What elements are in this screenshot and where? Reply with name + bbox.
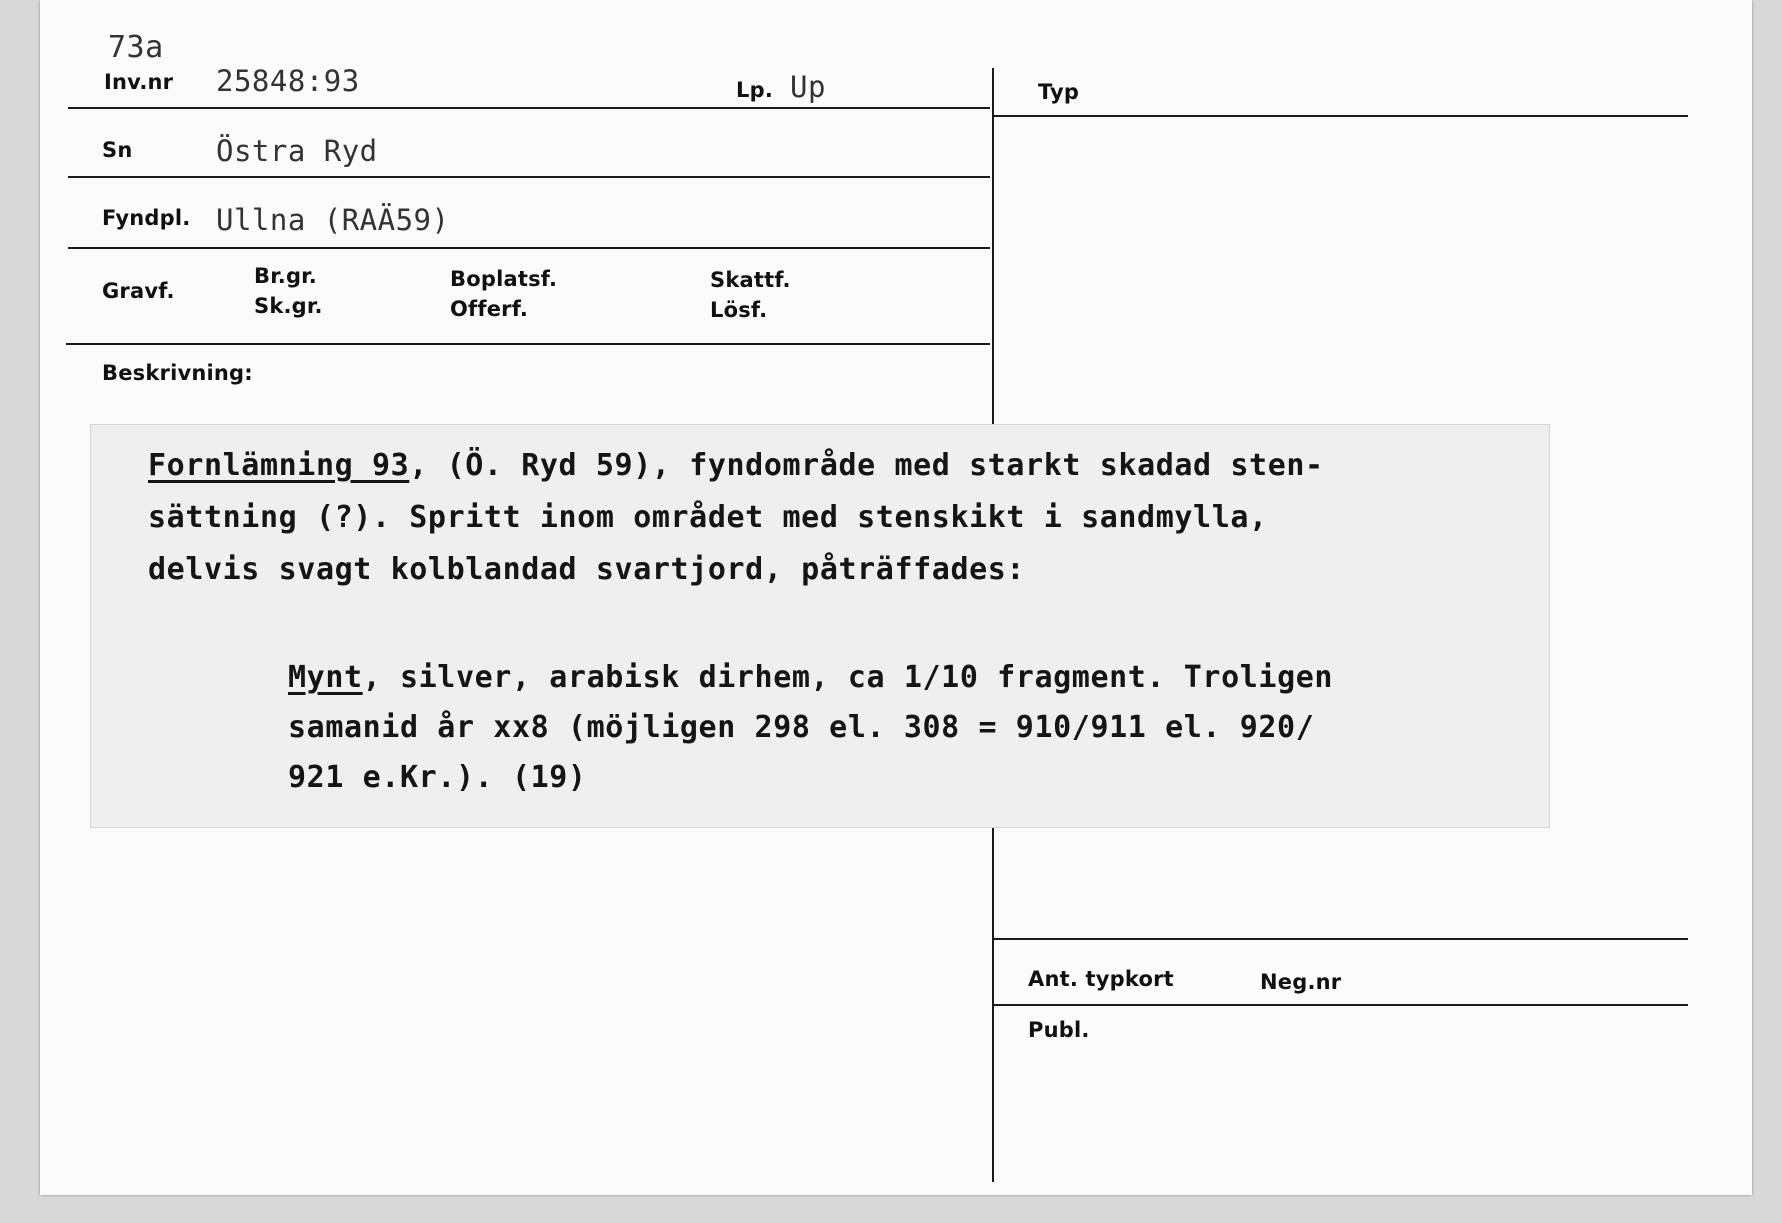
description-p2-line3: 921 e.Kr.). (19): [288, 760, 587, 795]
divider-ant-typkort-bottom: [992, 1004, 1688, 1006]
typ-label: Typ: [1038, 80, 1080, 104]
divider-inv: [68, 107, 990, 109]
fornlamning-heading: Fornlämning 93: [148, 448, 410, 483]
catalog-card: [40, 0, 1752, 1195]
divider-gravf: [66, 343, 990, 345]
card-number: 73a: [108, 30, 164, 65]
beskrivning-label: Beskrivning:: [102, 361, 253, 385]
mynt-heading: Mynt: [288, 660, 363, 695]
description-p1-line1: Fornlämning 93, (Ö. Ryd 59), fyndområde med starkt skadad sten-: [148, 448, 1324, 483]
ant-typkort-label: Ant. typkort: [1028, 967, 1174, 991]
neg-nr-label: Neg.nr: [1260, 970, 1342, 994]
gravf-losf: Lösf.: [710, 298, 768, 322]
fyndpl-label: Fyndpl.: [102, 206, 191, 230]
lp-value: Up: [790, 70, 826, 104]
description-p2-line1: Mynt, silver, arabisk dirhem, ca 1/10 fragment. Troligen: [288, 660, 1334, 695]
divider-typ: [992, 115, 1688, 117]
fyndpl-value: Ullna (RAÄ59): [216, 203, 450, 237]
description-p1-line2: sättning (?). Spritt inom området med stenskikt i sandmylla,: [148, 500, 1268, 535]
gravf-offerf: Offerf.: [450, 297, 529, 321]
sn-value: Östra Ryd: [216, 134, 378, 168]
gravf-label: Gravf.: [102, 279, 175, 303]
gravf-sk-gr: Sk.gr.: [254, 294, 323, 318]
lp-label: Lp.: [736, 78, 773, 102]
divider-ant-typkort-top: [992, 938, 1688, 940]
gravf-skattf: Skattf.: [710, 268, 791, 292]
inv-nr-value: 25848:93: [216, 64, 360, 98]
sn-label: Sn: [102, 138, 133, 162]
divider-fyndpl: [68, 247, 990, 249]
publ-label: Publ.: [1028, 1018, 1090, 1042]
divider-sn: [68, 176, 990, 178]
inv-nr-label: Inv.nr: [104, 70, 174, 94]
description-p2-line2: samanid år xx8 (möjligen 298 el. 308 = 910/911 el. 920/: [288, 710, 1315, 745]
gravf-br-gr: Br.gr.: [254, 264, 317, 288]
description-p1-line3: delvis svagt kolblandad svartjord, påträffades:: [148, 552, 1026, 587]
gravf-boplatsf: Boplatsf.: [450, 267, 558, 291]
